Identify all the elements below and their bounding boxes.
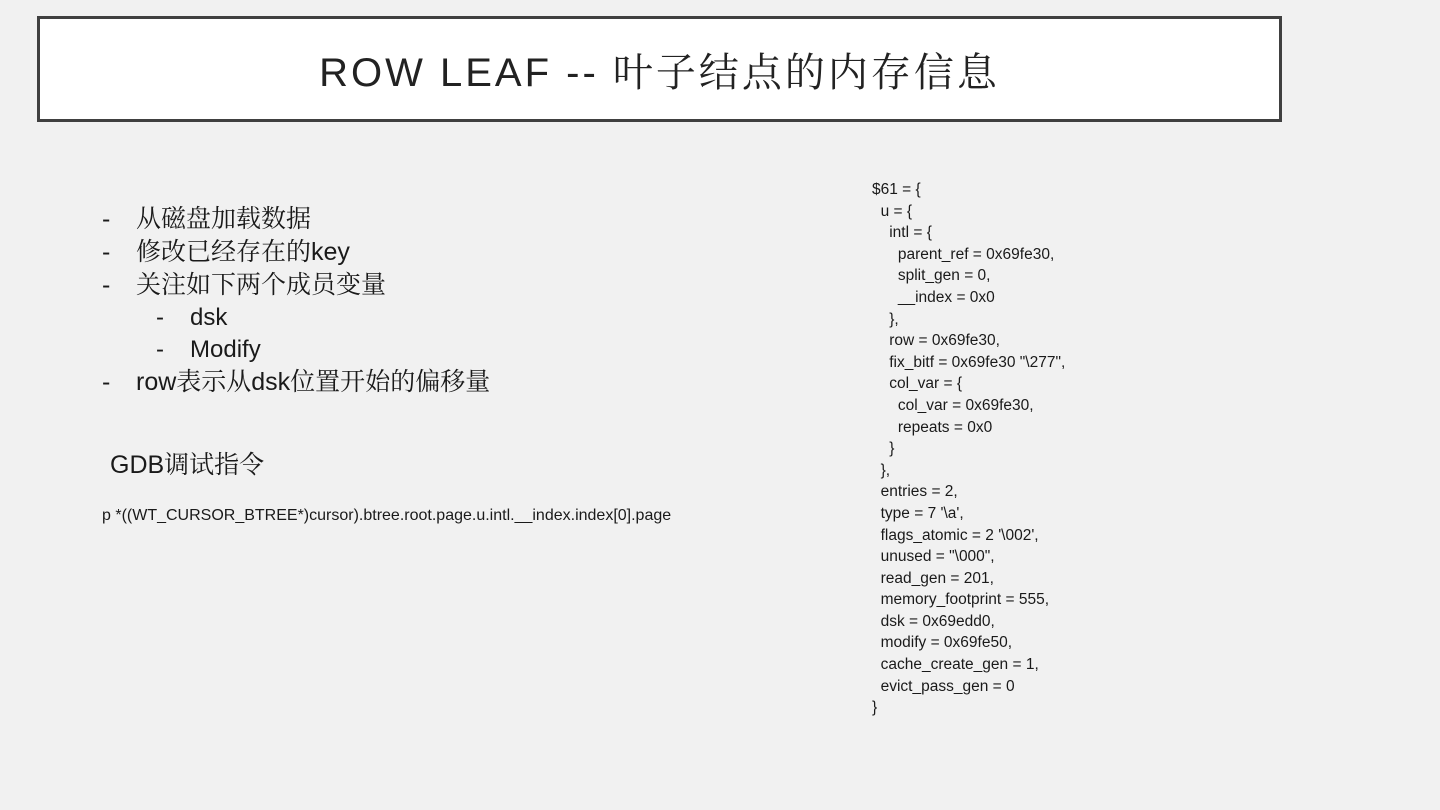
- bullet-dash: -: [102, 238, 111, 266]
- dump-line: intl = {: [872, 224, 932, 242]
- bullet-text: 从磁盘加载数据: [136, 205, 312, 233]
- bullet-text: 关注如下两个成员变量: [136, 271, 387, 299]
- dump-line: }: [872, 699, 878, 717]
- dump-line: type = 7 '\a',: [872, 504, 964, 522]
- dump-line: }: [872, 440, 895, 458]
- gdb-heading: GDB调试指令: [110, 451, 265, 479]
- bullet-dash: -: [102, 205, 111, 233]
- dump-line: memory_footprint = 555,: [872, 591, 1050, 609]
- bullet-text: Modify: [190, 336, 261, 363]
- bullet-list: [102, 203, 742, 399]
- dump-line: split_gen = 0,: [872, 267, 991, 285]
- dump-line: col_var = {: [872, 375, 963, 393]
- slide-title: ROW LEAF -- 叶子结点的内存信息: [319, 50, 1000, 95]
- dump-line: col_var = 0x69fe30,: [872, 396, 1034, 414]
- dump-line: flags_atomic = 2 '\002',: [872, 526, 1039, 544]
- dump-line: repeats = 0x0: [872, 418, 993, 436]
- sub-bullet-item: [102, 334, 742, 366]
- dump-line: evict_pass_gen = 0: [872, 677, 1015, 695]
- bullet-item: [102, 269, 742, 302]
- dump-line: },: [872, 461, 891, 479]
- dump-line: row = 0x69fe30,: [872, 332, 1000, 350]
- dump-line: unused = "\000",: [872, 548, 995, 566]
- bullet-text: 修改已经存在的key: [136, 238, 350, 266]
- sub-bullet-item: [102, 302, 742, 334]
- bullet-dash: -: [102, 368, 111, 396]
- bullet-text: dsk: [190, 304, 228, 331]
- dump-line: read_gen = 201,: [872, 569, 994, 587]
- bullet-dash: -: [102, 271, 111, 299]
- dump-line: dsk = 0x69edd0,: [872, 612, 995, 630]
- gdb-output-dump: [872, 179, 1392, 719]
- dump-line: cache_create_gen = 1,: [872, 656, 1039, 674]
- bullet-dash: -: [156, 304, 164, 331]
- bullet-item: [102, 203, 742, 236]
- bullet-item: [102, 366, 742, 399]
- bullet-text: row表示从dsk位置开始的偏移量: [136, 368, 491, 396]
- dump-line: modify = 0x69fe50,: [872, 634, 1013, 652]
- slide-title-box: [37, 16, 1282, 122]
- dump-line: },: [872, 310, 899, 328]
- bullet-item: [102, 236, 742, 269]
- dump-line: u = {: [872, 202, 913, 220]
- bullet-dash: -: [156, 336, 164, 363]
- dump-line: fix_bitf = 0x69fe30 "\277",: [872, 353, 1066, 371]
- gdb-command: p *((WT_CURSOR_BTREE*)cursor).btree.root.page.u.intl.__index.index[0].page: [102, 507, 672, 524]
- dump-line: parent_ref = 0x69fe30,: [872, 245, 1055, 263]
- dump-line: $61 = {: [872, 181, 921, 198]
- dump-line: entries = 2,: [872, 483, 958, 501]
- dump-line: __index = 0x0: [872, 288, 995, 306]
